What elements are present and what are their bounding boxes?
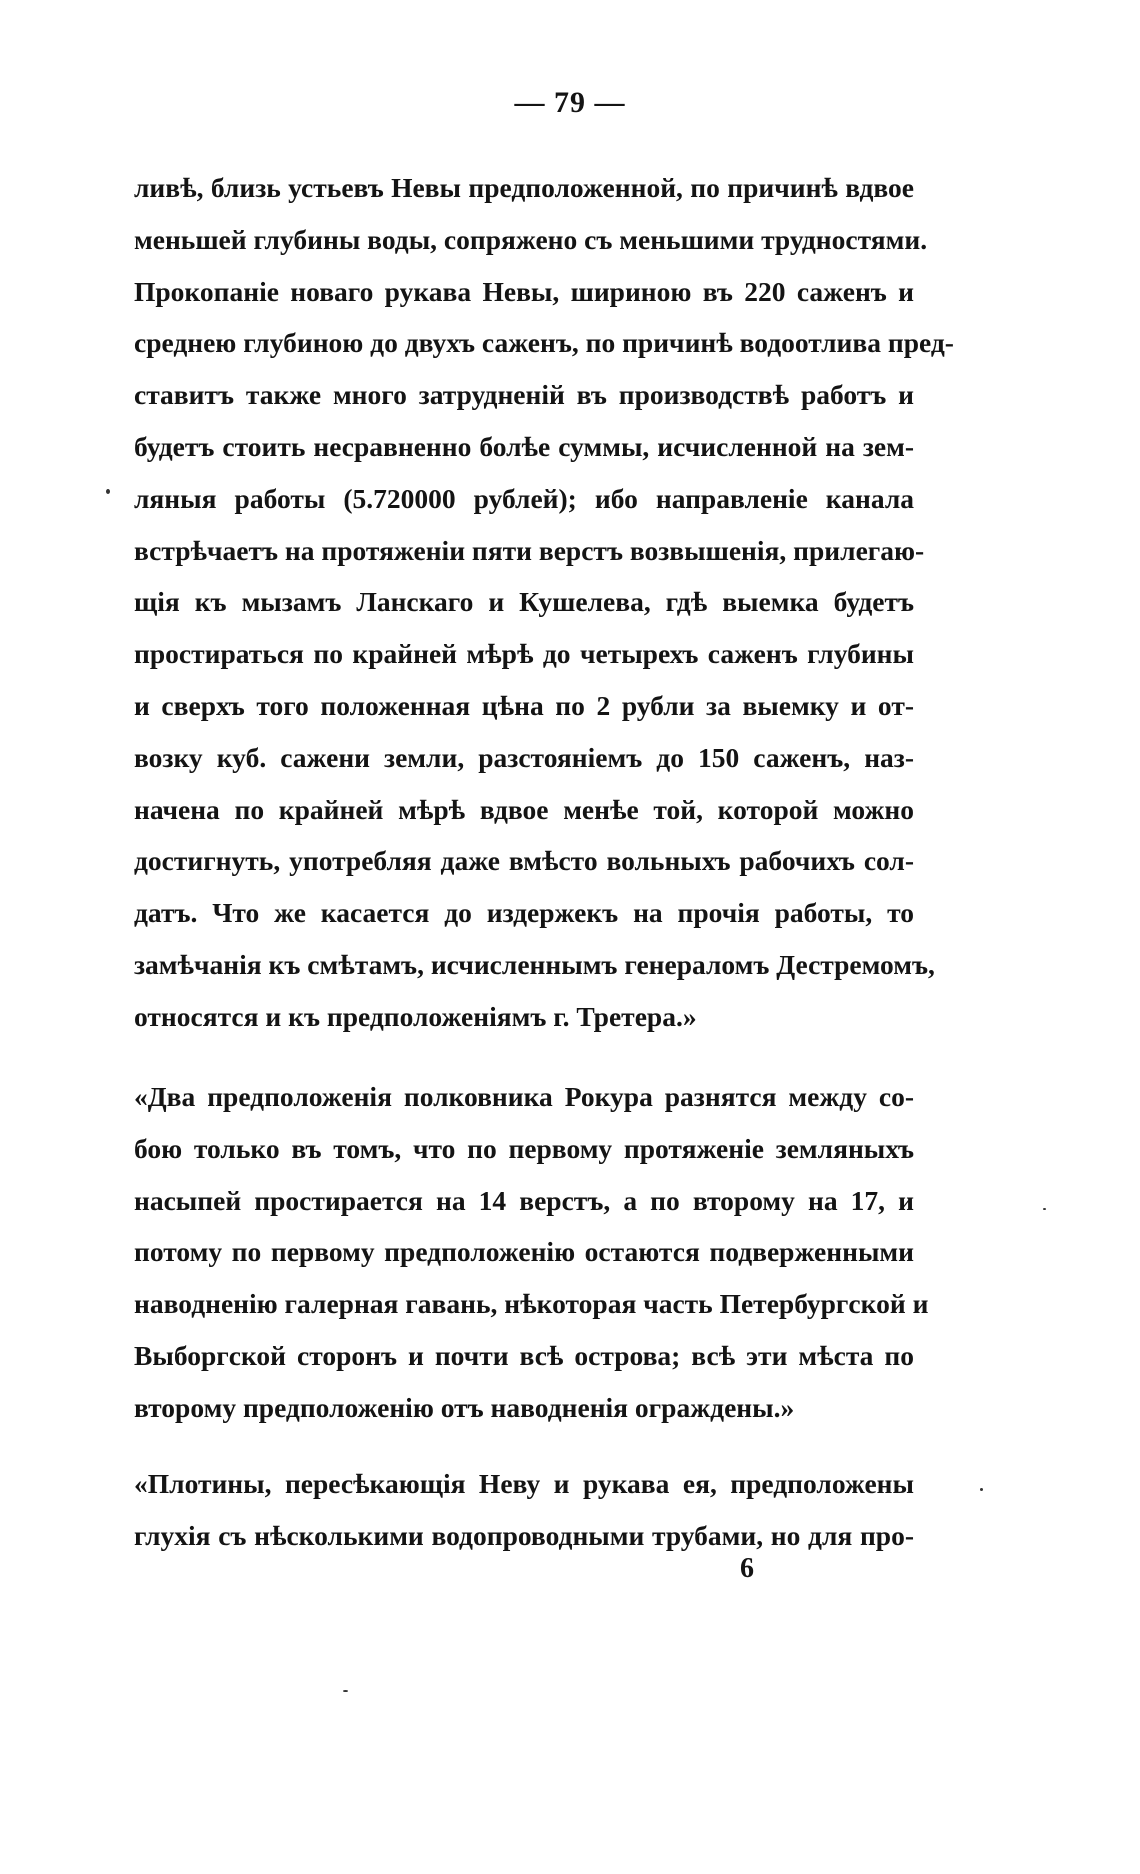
text-line: возку куб. сажени земли, разстояніемъ до 150 саженъ, наз- bbox=[134, 741, 914, 773]
text-line: ставитъ также много затрудненій въ производствѣ работъ и bbox=[134, 379, 914, 411]
text-line: меньшей глубины воды, сопряжено съ меньшими трудностями. bbox=[134, 223, 928, 255]
text-line: потому по первому предположенію остаются подверженными bbox=[134, 1236, 914, 1268]
text-line: достигнуть, употребляя даже вмѣсто вольныхъ рабочихъ сол- bbox=[134, 845, 914, 877]
ink-speck bbox=[106, 489, 110, 494]
text-line: среднею глубиною до двухъ саженъ, по причинѣ водоотлива пред- bbox=[134, 327, 954, 359]
text-line: бою только въ томъ, что по первому протяженіе земляныхъ bbox=[134, 1132, 914, 1164]
text-line: Прокопаніе новаго рукава Невы, шириною въ 220 саженъ и bbox=[134, 275, 914, 307]
text-line: щія къ мызамъ Ланскаго и Кушелева, гдѣ выемка будетъ bbox=[134, 586, 914, 618]
text-line: встрѣчаетъ на протяженіи пяти верстъ возвышенія, прилегаю- bbox=[134, 534, 925, 566]
page-number: — 79 — bbox=[514, 86, 626, 119]
paragraph-1 bbox=[134, 162, 954, 1043]
text-line: наводненію галерная гавань, нѣкоторая часть Петербургской и bbox=[134, 1288, 929, 1320]
text-line: второму предположенію отъ наводненія ограждены.» bbox=[134, 1391, 795, 1423]
ink-speck bbox=[1043, 1208, 1046, 1210]
text-line: «Два предположенія полковника Рокура разнятся между со- bbox=[134, 1081, 914, 1112]
text-line: «Плотины, пересѣкающія Неву и рукава ея, предположены bbox=[134, 1468, 914, 1499]
ink-speck bbox=[343, 1690, 348, 1692]
ink-speck bbox=[980, 1488, 983, 1491]
text-line: начена по крайней мѣрѣ вдвое менѣе той, которой можно bbox=[134, 793, 914, 825]
text-line: замѣчанія къ смѣтамъ, исчисленнымъ генераломъ Дестремомъ, bbox=[134, 948, 935, 980]
paragraph-2 bbox=[134, 1071, 929, 1434]
text-line: и сверхъ того положенная цѣна по 2 рубли за выемку и от- bbox=[134, 689, 914, 721]
text-line: будетъ стоить несравненно болѣе суммы, исчисленной на зем- bbox=[134, 430, 914, 462]
text-line: глухія съ нѣсколькими водопроводными трубами, но для про- bbox=[134, 1519, 914, 1551]
text-line: ливѣ, близь устьевъ Невы предположенной, по причинѣ вдвое bbox=[134, 172, 914, 203]
text-line: относятся и къ предположеніямъ г. Третера.» bbox=[134, 1000, 697, 1032]
text-line: насыпей простирается на 14 верстъ, а по второму на 17, и bbox=[134, 1184, 914, 1216]
text-line: датъ. Что же касается до издержекъ на прочія работы, то bbox=[134, 897, 914, 929]
signature-mark: 6 bbox=[740, 1553, 754, 1584]
text-line: ляныя работы (5.720000 рублей); ибо направленіе канала bbox=[134, 482, 914, 514]
text-line: простираться по крайней мѣрѣ до четырехъ саженъ глубины bbox=[134, 638, 914, 670]
paragraph-3 bbox=[134, 1458, 914, 1562]
text-line: Выборгской сторонъ и почти всѣ острова; всѣ эти мѣста по bbox=[134, 1339, 914, 1371]
